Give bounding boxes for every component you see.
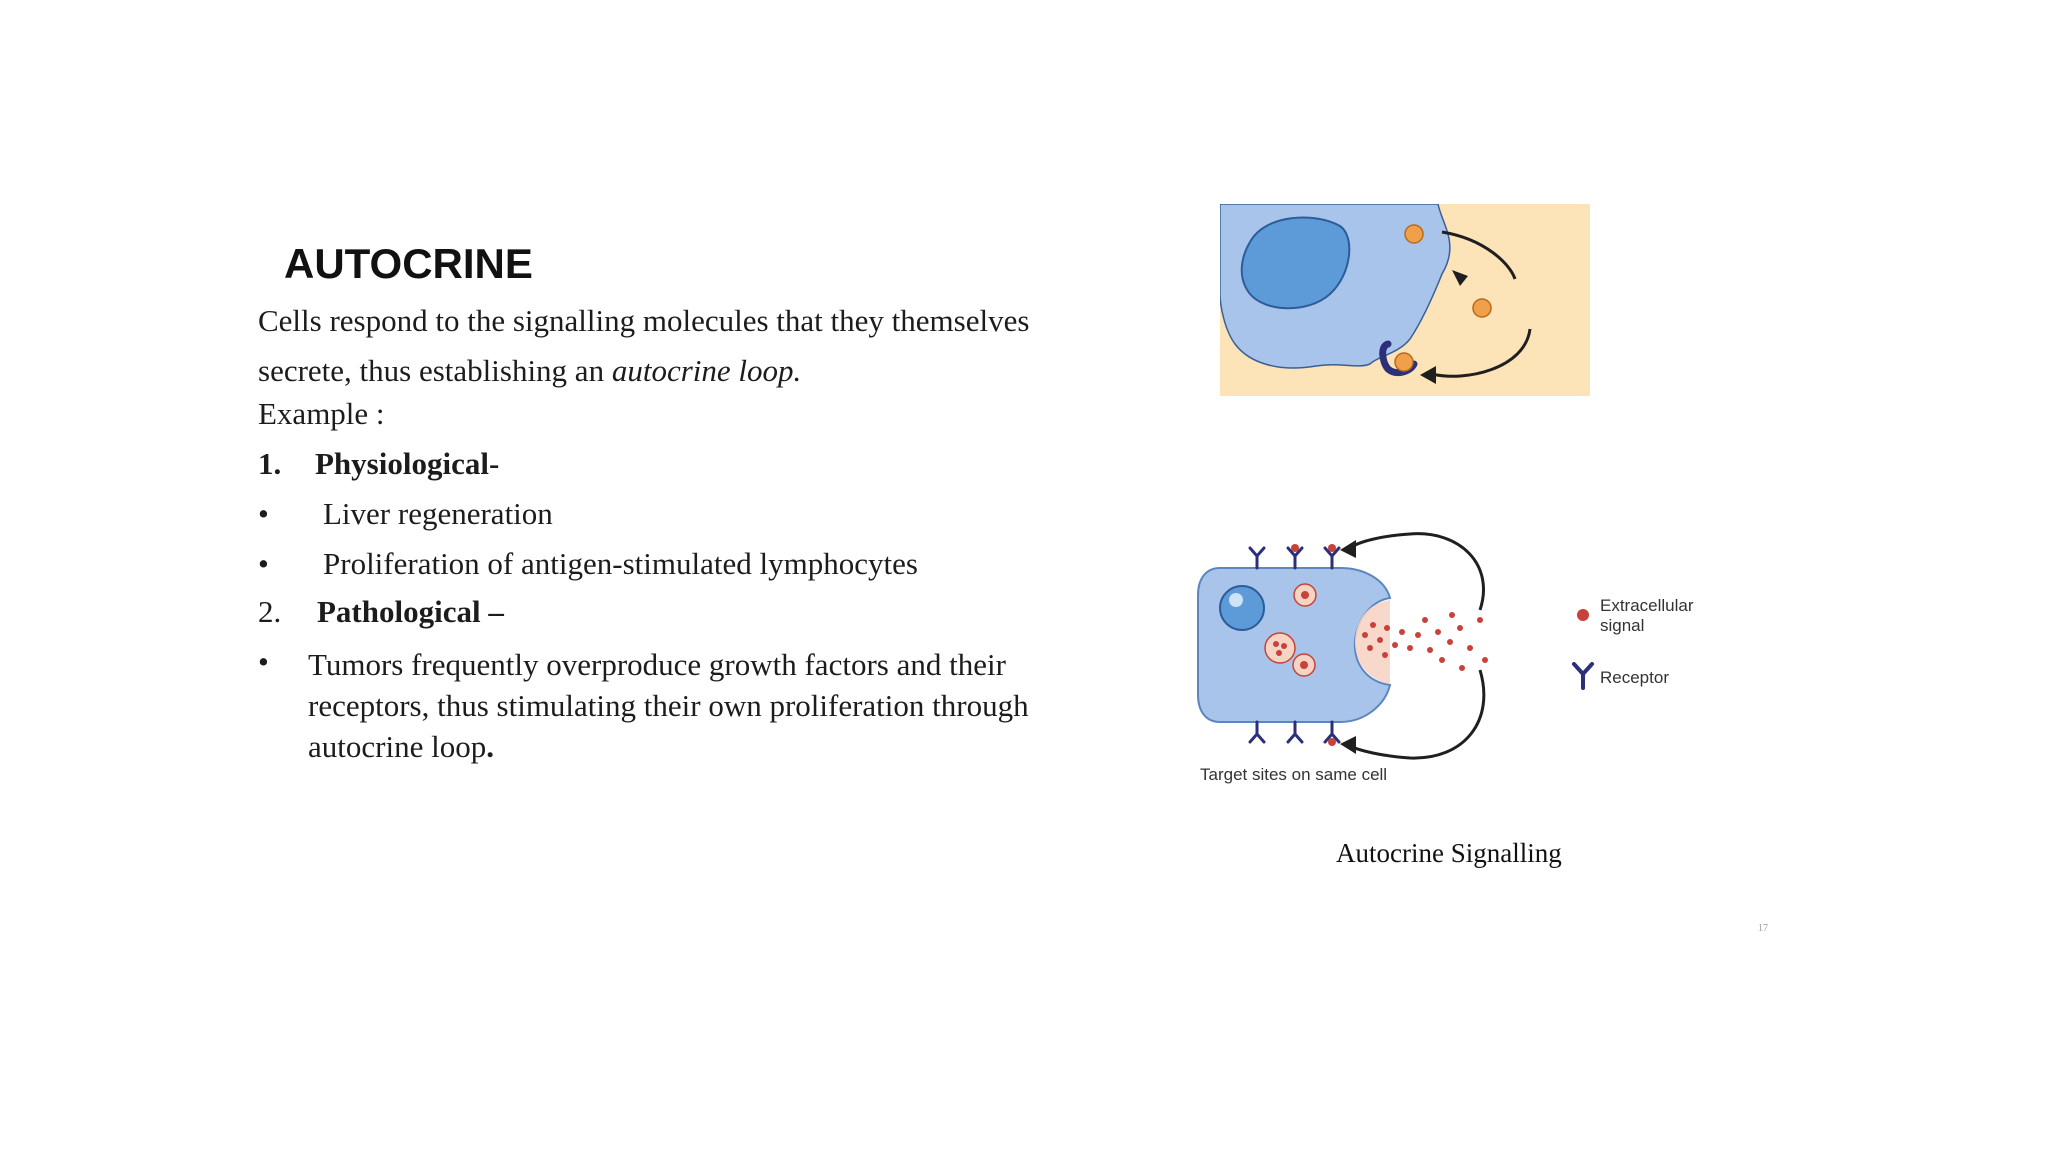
receptor-icon: [1288, 722, 1302, 742]
section-1-number: 1.: [258, 446, 282, 481]
signal-dot: [1449, 612, 1455, 618]
signal-dot: [1407, 645, 1413, 651]
cell-nucleus: [1220, 586, 1264, 630]
bullet-text: Proliferation of antigen-stimulated lymphocytes: [323, 546, 918, 581]
signal-molecule: [1473, 299, 1491, 317]
nucleus-highlight: [1229, 593, 1243, 607]
signal-dot: [1422, 617, 1428, 623]
receptor-icon: [1250, 548, 1264, 568]
section-2-heading: [258, 594, 504, 630]
tumor-bullet-text: Tumors frequently overproduce growth factors and their receptors, thus stimulating their own proliferation through autocrine loop: [308, 647, 1029, 764]
signal-dot: [1399, 629, 1405, 635]
signal-dot: [1382, 652, 1388, 658]
intro-paragraph: [258, 296, 1029, 396]
bound-signal: [1328, 738, 1336, 746]
section-2-title: Pathological –: [317, 594, 504, 629]
legend-signal-icon: [1577, 609, 1589, 621]
bullet-text: [308, 644, 1128, 767]
signal-dot: [1447, 639, 1453, 645]
tumor-bullet-period: .: [486, 729, 494, 764]
vesicle-content: [1300, 661, 1308, 669]
signal-dot: [1362, 632, 1368, 638]
arrowhead: [1340, 736, 1356, 754]
signal-dot: [1377, 637, 1383, 643]
signal-dot: [1415, 632, 1421, 638]
signal-dot: [1482, 657, 1488, 663]
legend-signal-label-line-2: signal: [1600, 616, 1645, 635]
bullet-marker: •: [258, 546, 269, 581]
bullet-marker: •: [258, 496, 269, 531]
bullet-marker: •: [258, 644, 269, 679]
vesicle-content: [1281, 643, 1287, 649]
signal-dot: [1459, 665, 1465, 671]
signal-dot: [1477, 617, 1483, 623]
vesicle-content: [1273, 641, 1279, 647]
bottom-receptors: [1250, 722, 1339, 742]
section-1-heading: [258, 446, 500, 482]
signal-dot: [1392, 642, 1398, 648]
signal-dot: [1467, 645, 1473, 651]
autocrine-signalling-diagram: [1190, 520, 1730, 790]
intro-line-1: Cells respond to the signalling molecules that they themselves: [258, 303, 1030, 338]
arrowhead: [1340, 540, 1356, 558]
legend-receptor-label: Receptor: [1600, 668, 1669, 687]
example-label: Example :: [258, 396, 385, 431]
autocrine-cell-illustration: [1220, 204, 1590, 396]
intro-line-2-text: secrete, thus establishing an: [258, 353, 612, 388]
slide-title: AUTOCRINE: [284, 240, 533, 287]
receptor-icon: [1250, 722, 1264, 742]
signal-dot: [1370, 622, 1376, 628]
signal-dot: [1435, 629, 1441, 635]
signal-molecule: [1405, 225, 1423, 243]
section-2-number: 2.: [258, 594, 282, 629]
signal-dot: [1367, 645, 1373, 651]
signal-dot: [1439, 657, 1445, 663]
legend-receptor-icon: [1574, 664, 1592, 688]
section-1-title: Physiological-: [315, 446, 500, 481]
page-number: 17: [1758, 923, 1768, 934]
figure-caption: Autocrine Signalling: [1336, 838, 1562, 868]
target-sites-label: Target sites on same cell: [1200, 765, 1388, 784]
vesicle-content: [1276, 650, 1282, 656]
bound-signal-molecule: [1395, 353, 1413, 371]
bullet-text: Liver regeneration: [323, 496, 553, 531]
secretory-vesicle: [1265, 633, 1295, 663]
bound-signal: [1328, 544, 1336, 552]
legend-signal-label: Extracellular: [1600, 596, 1694, 615]
signal-dot: [1457, 625, 1463, 631]
intro-italic-term: autocrine loop.: [611, 353, 802, 388]
signal-dot: [1384, 625, 1390, 631]
bound-signal: [1291, 544, 1299, 552]
intro-line-2: [258, 346, 1029, 396]
signal-dot: [1427, 647, 1433, 653]
vesicle-content: [1301, 591, 1309, 599]
